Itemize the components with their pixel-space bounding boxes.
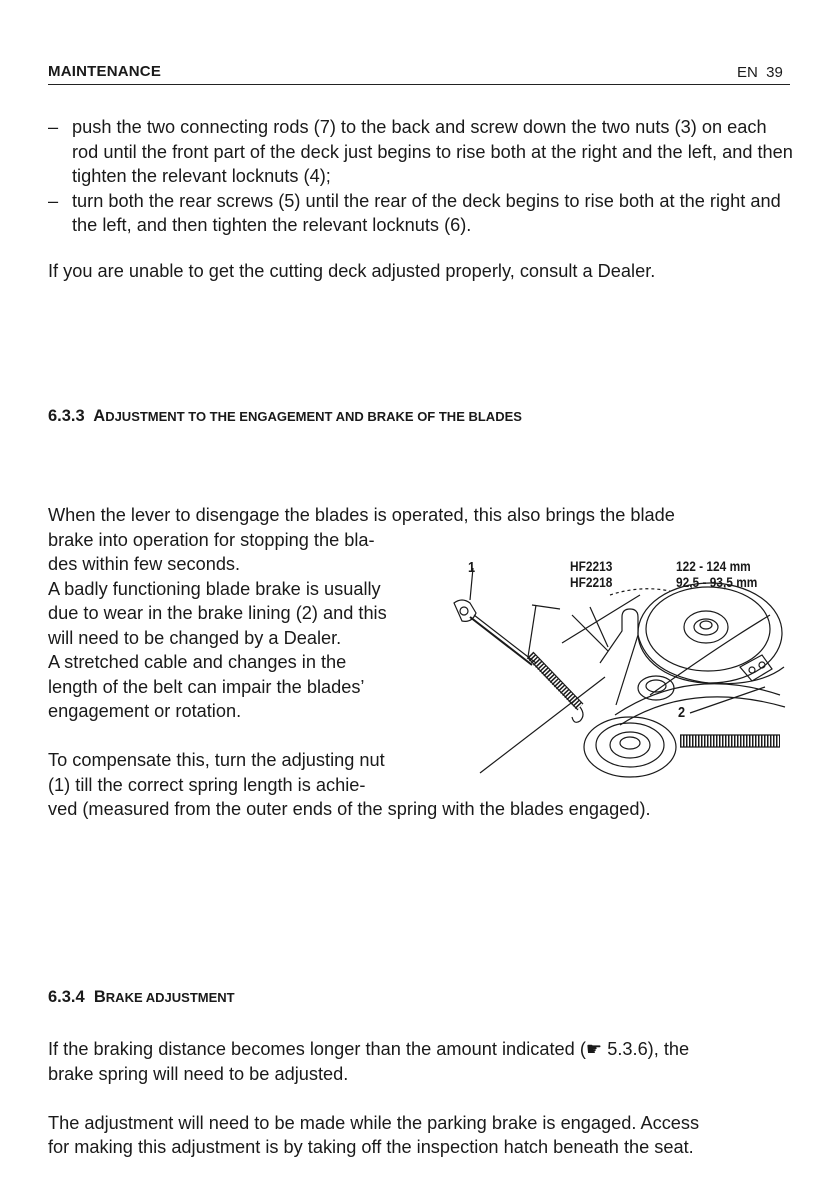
section-633-title-initial: A: [93, 407, 106, 425]
list-dash: –: [48, 190, 59, 211]
body-line: To compensate this, turn the adjusting nut: [48, 750, 385, 770]
section-634-title-rest: RAKE ADJUSTMENT: [105, 990, 235, 1005]
section-634-number: 6.3.4: [48, 988, 85, 1006]
body-line: due to wear in the brake lining (2) and this: [48, 603, 387, 623]
section-633-heading: [48, 407, 522, 426]
section-634-title-initial: B: [93, 988, 106, 1006]
figure-model-hf2218: HF2218: [570, 574, 613, 590]
intro-step-list: [48, 115, 793, 238]
body-line: ved (measured from the outer ends of the spring with the blades engaged).: [48, 799, 651, 819]
figure-spec-hf2213: 122 - 124 mm: [676, 558, 751, 574]
body-line: for making this adjustment is by taking off the inspection hatch beneath the seat.: [48, 1137, 694, 1157]
brake-spring: [528, 652, 583, 710]
figure-callout-1: 1: [468, 559, 476, 576]
body-line: If the braking distance becomes longer than the amount indicated (☛ 5.3.6), the: [48, 1039, 690, 1059]
section-633-title-rest: DJUSTMENT TO THE ENGAGEMENT AND BRAKE OF THE BLADES: [105, 409, 522, 424]
intro-step-2: [48, 189, 793, 238]
section-633-number: 6.3.3: [48, 407, 85, 425]
section-634-heading: [48, 988, 235, 1007]
page-number: EN 39: [737, 64, 783, 81]
idler-pulley: [638, 676, 674, 700]
body-line: A badly functioning blade brake is usually: [48, 578, 381, 599]
intro-note: If you are unable to get the cutting deck adjusted properly, consult a Dealer.: [48, 261, 656, 281]
body-line: des within few seconds.: [48, 554, 241, 574]
body-line: When the lever to disengage the blades is operated, this also brings the blade: [48, 505, 675, 525]
body-line: brake spring will need to be adjusted.: [48, 1063, 349, 1084]
intro-step-1: [48, 115, 793, 189]
body-line: length of the belt can impair the blades’: [48, 676, 365, 697]
body-line: A stretched cable and changes in the: [48, 652, 347, 672]
running-header-section: MAINTENANCE: [48, 63, 162, 80]
intro-step-1-text: push the two connecting rods (7) to the back and screw down the two nuts (3) on each rod until the front part of the deck just begins to rise both at the right and the left, and then tighten the relevant locknuts (4);: [72, 117, 793, 186]
figure-model-hf2213: HF2213: [570, 558, 613, 574]
bracket: [600, 609, 638, 705]
blade-brake-figure: [440, 555, 795, 780]
body-line: brake into operation for stopping the bla-: [48, 529, 375, 550]
figure-callout-2: 2: [678, 704, 686, 721]
section-634-body: [48, 1037, 808, 1160]
intro-step-2-text: turn both the rear screws (5) until the rear of the deck begins to rise both at the right and the left, and then tighten the relevant locknuts (6).: [72, 190, 781, 235]
body-line: The adjustment will need to be made while the parking brake is engaged. Access: [48, 1112, 700, 1133]
blade-pulley: [584, 717, 676, 777]
brake-return-spring: [680, 735, 780, 747]
header-rule: [48, 84, 790, 85]
body-line: will need to be changed by a Dealer.: [48, 627, 342, 648]
figure-spec-hf2218: 92,5 - 93,5 mm: [676, 574, 758, 590]
body-line: (1) till the correct spring length is achie-: [48, 774, 366, 795]
body-line: engagement or rotation.: [48, 701, 242, 721]
list-dash: –: [48, 117, 59, 137]
